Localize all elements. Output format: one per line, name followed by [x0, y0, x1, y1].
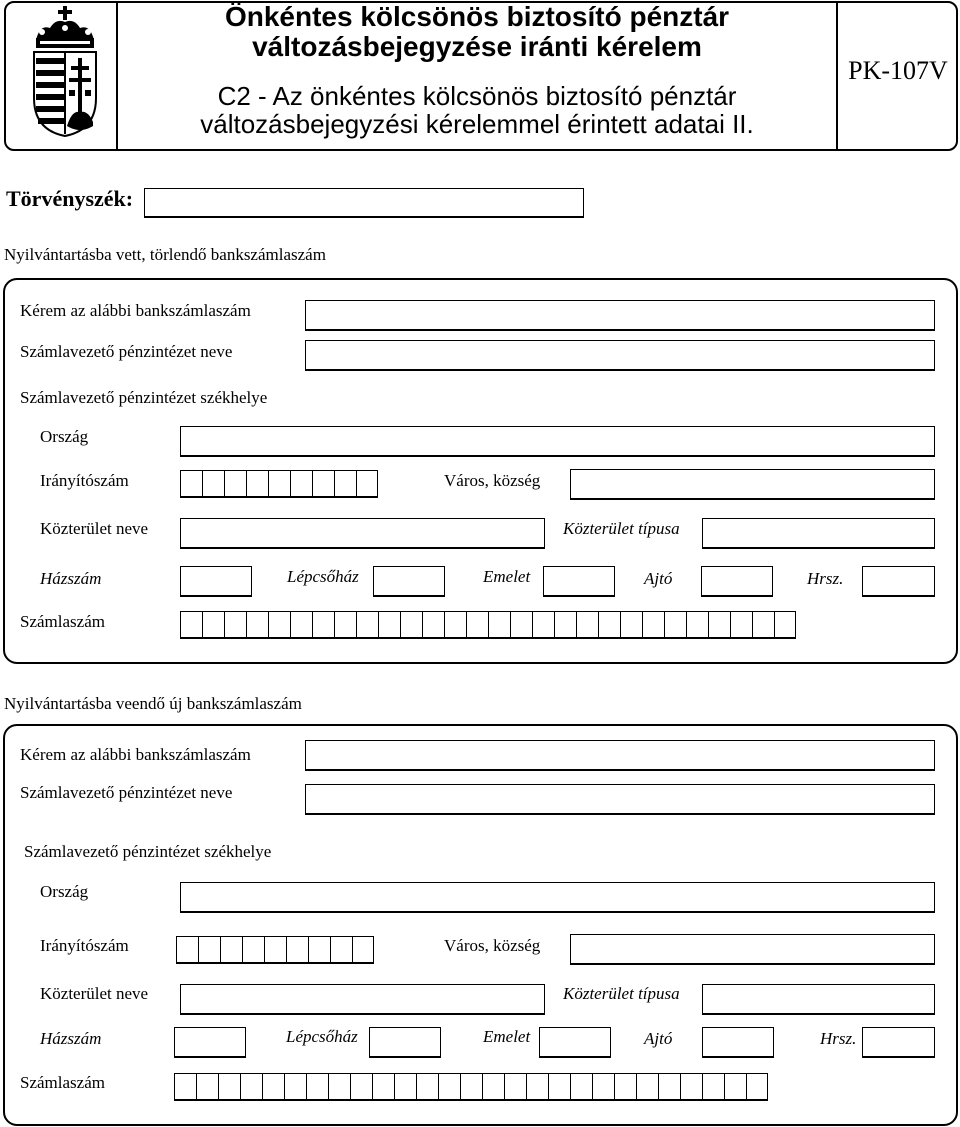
- old-stairway-field[interactable]: [373, 566, 445, 597]
- account-digit-cell[interactable]: [592, 1073, 614, 1101]
- new-door-label: Ajtó: [644, 1029, 673, 1048]
- zip-digit-cell[interactable]: [290, 470, 312, 498]
- new-zip-cells[interactable]: [176, 936, 374, 964]
- zip-digit-cell[interactable]: [246, 470, 268, 498]
- old-house-number-field[interactable]: [180, 566, 252, 597]
- account-digit-cell[interactable]: [746, 1073, 768, 1101]
- new-street-type-field[interactable]: [702, 984, 935, 1015]
- old-lot-label: Hrsz.: [807, 569, 844, 588]
- account-digit-cell[interactable]: [350, 1073, 372, 1101]
- new-country-field[interactable]: [180, 882, 935, 913]
- account-digit-cell[interactable]: [416, 1073, 438, 1101]
- account-digit-cell[interactable]: [422, 611, 444, 639]
- account-digit-cell[interactable]: [774, 611, 796, 639]
- new-account-section-title: Nyilvántartásba veendő új bankszámlaszám: [4, 694, 302, 713]
- zip-digit-cell[interactable]: [286, 936, 308, 964]
- account-digit-cell[interactable]: [482, 1073, 504, 1101]
- account-digit-cell[interactable]: [378, 611, 400, 639]
- account-digit-cell[interactable]: [664, 611, 686, 639]
- old-house-number-label: Házszám: [40, 569, 102, 588]
- zip-digit-cell[interactable]: [312, 470, 334, 498]
- old-country-field[interactable]: [180, 426, 935, 457]
- old-account-number-label: Számlaszám: [20, 612, 105, 631]
- account-digit-cell[interactable]: [554, 611, 576, 639]
- old-door-field[interactable]: [701, 566, 773, 597]
- old-stairway-label: Lépcsőház: [287, 567, 359, 586]
- account-digit-cell[interactable]: [730, 611, 752, 639]
- account-digit-cell[interactable]: [312, 611, 334, 639]
- account-digit-cell[interactable]: [642, 611, 664, 639]
- hungarian-coat-of-arms-icon: [30, 6, 100, 138]
- account-digit-cell[interactable]: [240, 1073, 262, 1101]
- account-digit-cell[interactable]: [290, 611, 312, 639]
- account-digit-cell[interactable]: [680, 1073, 702, 1101]
- new-lot-field[interactable]: [862, 1027, 935, 1058]
- new-account-number-cells[interactable]: [174, 1073, 768, 1101]
- account-digit-cell[interactable]: [702, 1073, 724, 1101]
- new-door-field[interactable]: [702, 1027, 774, 1058]
- account-digit-cell[interactable]: [576, 611, 598, 639]
- old-street-type-label: Közterület típusa: [563, 519, 680, 538]
- account-digit-cell[interactable]: [444, 611, 466, 639]
- new-house-number-label: Házszám: [40, 1029, 102, 1048]
- form-subtitle-line1: C2 - Az önkéntes kölcsönös biztosító pénztár: [217, 81, 737, 111]
- old-account-request-field[interactable]: [305, 300, 935, 331]
- account-digit-cell[interactable]: [284, 1073, 306, 1101]
- account-digit-cell[interactable]: [708, 611, 730, 639]
- old-zip-label: Irányítószám: [40, 471, 129, 490]
- zip-digit-cell[interactable]: [330, 936, 352, 964]
- account-digit-cell[interactable]: [438, 1073, 460, 1101]
- new-bank-name-label: Számlavezető pénzintézet neve: [20, 783, 233, 802]
- account-digit-cell[interactable]: [658, 1073, 680, 1101]
- old-street-name-field[interactable]: [180, 518, 545, 549]
- account-digit-cell[interactable]: [400, 611, 422, 639]
- zip-digit-cell[interactable]: [264, 936, 286, 964]
- account-digit-cell[interactable]: [686, 611, 708, 639]
- account-digit-cell[interactable]: [262, 1073, 284, 1101]
- old-seat-title: Számlavezető pénzintézet székhelye: [20, 388, 268, 407]
- old-zip-cells[interactable]: [180, 470, 378, 498]
- old-street-name-label: Közterület neve: [40, 519, 149, 538]
- account-digit-cell[interactable]: [394, 1073, 416, 1101]
- old-lot-field[interactable]: [862, 566, 935, 597]
- zip-digit-cell[interactable]: [198, 936, 220, 964]
- zip-digit-cell[interactable]: [176, 936, 198, 964]
- new-floor-label: Emelet: [483, 1027, 531, 1046]
- new-seat-title: Számlavezető pénzintézet székhelye: [24, 842, 272, 861]
- account-digit-cell[interactable]: [180, 611, 202, 639]
- new-account-request-label: Kérem az alábbi bankszámlaszám: [20, 745, 251, 764]
- new-city-label: Város, község: [444, 936, 541, 955]
- account-digit-cell[interactable]: [526, 1073, 548, 1101]
- account-digit-cell[interactable]: [636, 1073, 658, 1101]
- form-title-line2: változásbejegyzése iránti kérelem: [252, 31, 702, 62]
- zip-digit-cell[interactable]: [220, 936, 242, 964]
- new-zip-label: Irányítószám: [40, 936, 129, 955]
- old-door-label: Ajtó: [644, 569, 673, 588]
- account-digit-cell[interactable]: [218, 1073, 240, 1101]
- old-bank-name-label: Számlavezető pénzintézet neve: [20, 342, 233, 361]
- old-account-section-title: Nyilvántartásba vett, törlendő bankszámlaszám: [4, 245, 326, 264]
- account-digit-cell[interactable]: [724, 1073, 746, 1101]
- account-digit-cell[interactable]: [268, 611, 290, 639]
- account-digit-cell[interactable]: [548, 1073, 570, 1101]
- old-country-label: Ország: [40, 427, 89, 446]
- zip-digit-cell[interactable]: [268, 470, 290, 498]
- zip-digit-cell[interactable]: [308, 936, 330, 964]
- account-digit-cell[interactable]: [196, 1073, 218, 1101]
- new-stairway-label: Lépcsőház: [286, 1027, 358, 1046]
- zip-digit-cell[interactable]: [334, 470, 356, 498]
- new-account-number-label: Számlaszám: [20, 1073, 105, 1092]
- old-account-request-label: Kérem az alábbi bankszámlaszám: [20, 301, 251, 320]
- court-field[interactable]: [144, 188, 584, 218]
- form-code: PK-107V: [848, 56, 948, 85]
- zip-digit-cell[interactable]: [242, 936, 264, 964]
- account-digit-cell[interactable]: [620, 611, 642, 639]
- account-digit-cell[interactable]: [466, 611, 488, 639]
- account-digit-cell[interactable]: [174, 1073, 196, 1101]
- zip-digit-cell[interactable]: [352, 936, 374, 964]
- account-digit-cell[interactable]: [504, 1073, 526, 1101]
- old-bank-name-field[interactable]: [305, 340, 935, 371]
- new-stairway-field[interactable]: [369, 1027, 441, 1058]
- account-digit-cell[interactable]: [488, 611, 510, 639]
- account-digit-cell[interactable]: [460, 1073, 482, 1101]
- account-digit-cell[interactable]: [614, 1073, 636, 1101]
- new-floor-field[interactable]: [539, 1027, 611, 1058]
- account-digit-cell[interactable]: [598, 611, 620, 639]
- zip-digit-cell[interactable]: [180, 470, 202, 498]
- old-city-field[interactable]: [570, 469, 935, 500]
- new-street-name-field[interactable]: [180, 984, 545, 1015]
- account-digit-cell[interactable]: [372, 1073, 394, 1101]
- account-digit-cell[interactable]: [306, 1073, 328, 1101]
- new-street-name-label: Közterület neve: [40, 984, 149, 1003]
- account-digit-cell[interactable]: [532, 611, 554, 639]
- new-house-number-field[interactable]: [174, 1027, 246, 1058]
- account-digit-cell[interactable]: [246, 611, 268, 639]
- old-city-label: Város, község: [444, 471, 541, 490]
- account-digit-cell[interactable]: [334, 611, 356, 639]
- account-digit-cell[interactable]: [510, 611, 532, 639]
- form-subtitle-line2: változásbejegyzési kérelemmel érintett adatai II.: [200, 109, 754, 139]
- zip-digit-cell[interactable]: [202, 470, 224, 498]
- old-street-type-field[interactable]: [702, 518, 935, 549]
- new-city-field[interactable]: [570, 934, 935, 965]
- old-floor-field[interactable]: [543, 566, 615, 597]
- account-digit-cell[interactable]: [752, 611, 774, 639]
- account-digit-cell[interactable]: [224, 611, 246, 639]
- account-digit-cell[interactable]: [356, 611, 378, 639]
- old-account-number-cells[interactable]: [180, 611, 796, 639]
- court-label: Törvényszék:: [6, 186, 134, 211]
- new-lot-label: Hrsz.: [820, 1029, 857, 1048]
- form-title-line1: Önkéntes kölcsönös biztosító pénztár: [224, 1, 730, 32]
- new-country-label: Ország: [40, 882, 89, 901]
- new-street-type-label: Közterület típusa: [563, 984, 680, 1003]
- account-digit-cell[interactable]: [570, 1073, 592, 1101]
- account-digit-cell[interactable]: [328, 1073, 350, 1101]
- new-account-request-field[interactable]: [305, 740, 935, 771]
- old-floor-label: Emelet: [483, 567, 531, 586]
- zip-digit-cell[interactable]: [224, 470, 246, 498]
- new-bank-name-field[interactable]: [305, 784, 935, 815]
- zip-digit-cell[interactable]: [356, 470, 378, 498]
- account-digit-cell[interactable]: [202, 611, 224, 639]
